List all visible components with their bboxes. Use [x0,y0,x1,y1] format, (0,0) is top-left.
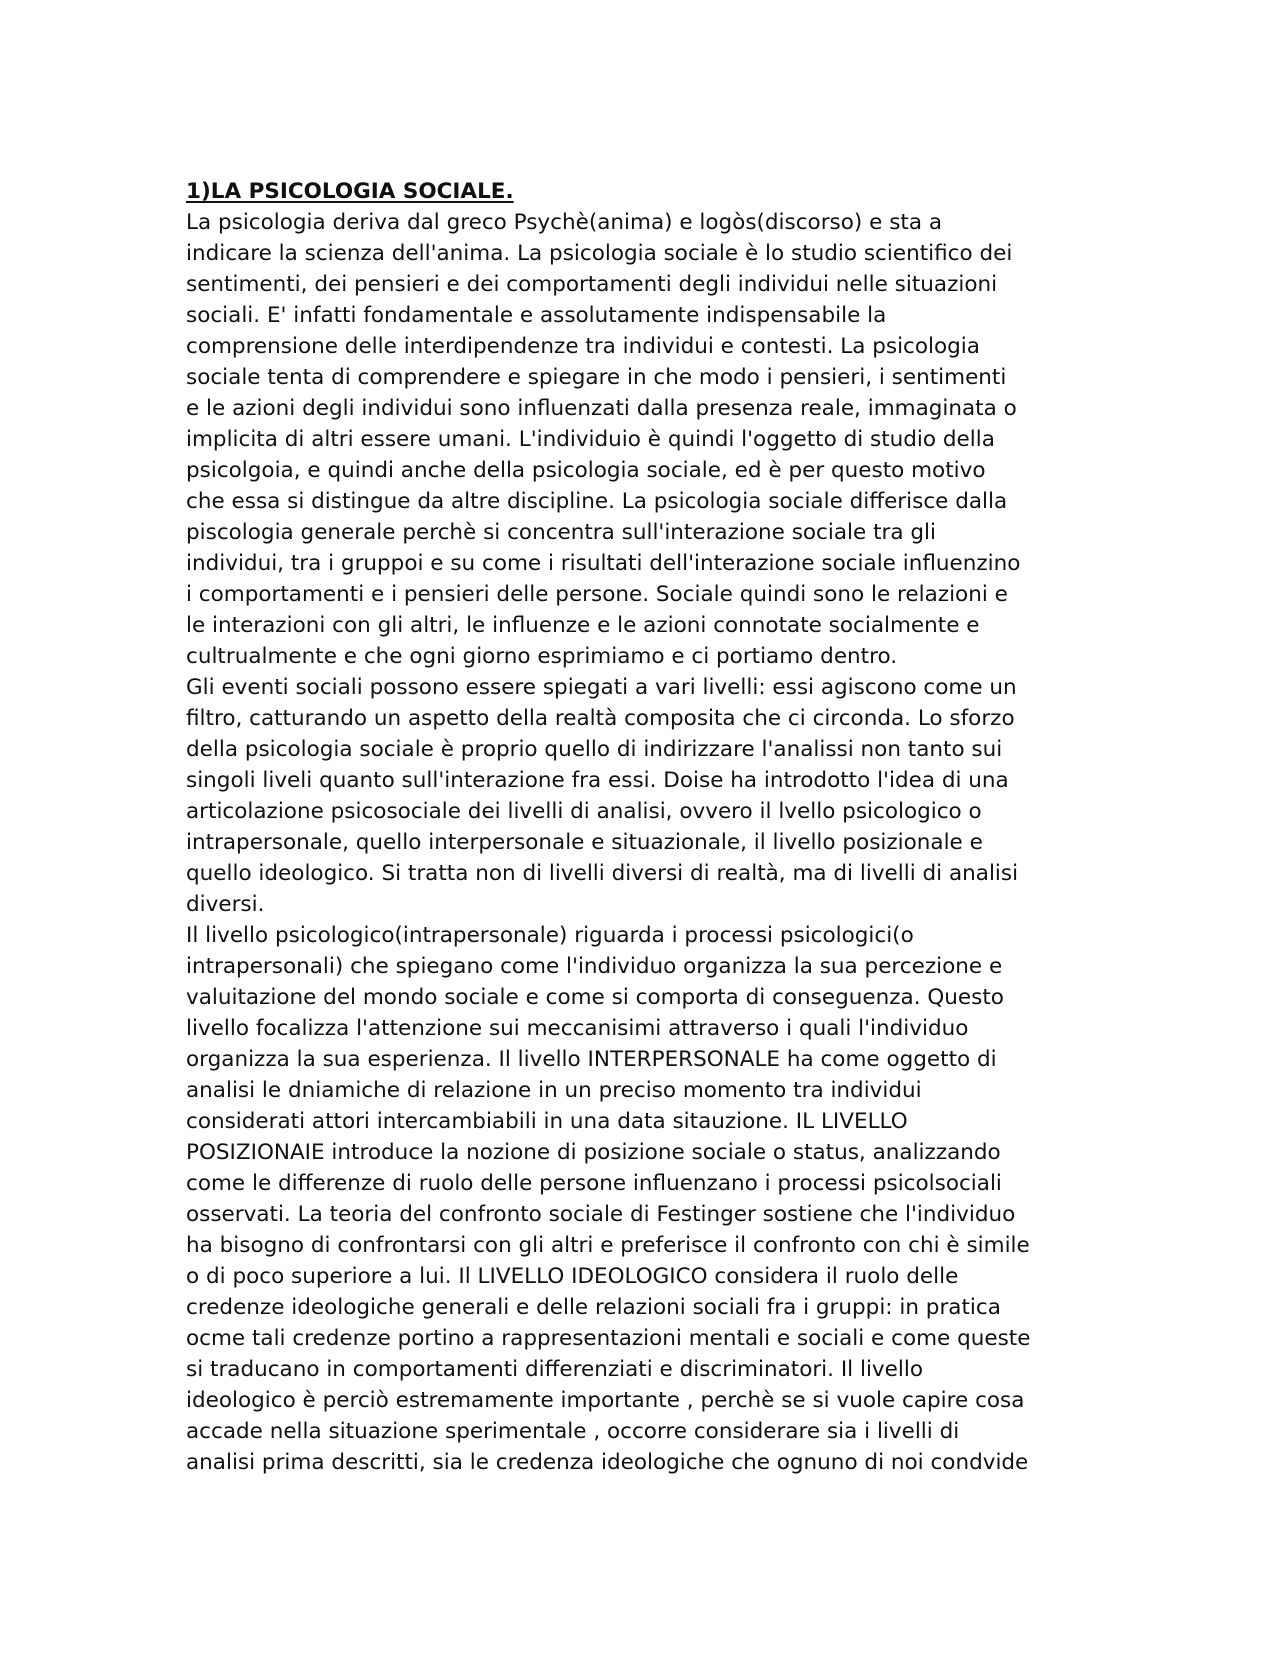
text-line: le interazioni con gli altri, le influenze e le azioni connotate socialmente e [186,613,980,638]
text-line: individui, tra i gruppoi e su come i risultati dell'interazione sociale influenzino [186,551,1021,576]
text-line: implicita di altri essere umani. L'individuio è quindi l'oggetto di studio della [186,427,995,452]
document-text [186,207,1086,1478]
text-line: piscologia generale perchè si concentra sull'interazione sociale tra gli [186,520,936,545]
text-line: diversi. [186,892,265,917]
text-line: che essa si distingue da altre discipline. La psicologia sociale differisce dalla [186,489,1008,514]
text-line: indicare la scienza dell'anima. La psicologia sociale è lo studio scientifico dei [186,241,1013,266]
text-line: credenze ideologiche generali e delle relazioni sociali fra i gruppi: in pratica [186,1295,1001,1320]
text-line: i comportamenti e i pensieri delle persone. Sociale quindi sono le relazioni e [186,582,1008,607]
text-line: filtro, catturando un aspetto della realtà composita che ci circonda. Lo sforzo [186,706,1015,731]
text-line: sociale tenta di comprendere e spiegare in che modo i pensieri, i sentimenti [186,365,1007,390]
document-body [186,176,1086,1478]
text-line: intrapersonale, quello interpersonale e situazionale, il livello posizionale e [186,830,983,855]
text-line: ocme tali credenze portino a rappresentazioni mentali e sociali e come queste [186,1326,1031,1351]
text-line: osservati. La teoria del confronto sociale di Festinger sostiene che l'individuo [186,1202,1016,1227]
text-line: analisi prima descritti, sia le credenza ideologiche che ognuno di noi condvide [186,1450,1029,1475]
text-line: organizza la sua esperienza. Il livello INTERPERSONALE ha come oggetto di [186,1047,997,1072]
text-line: comprensione delle interdipendenze tra individui e contesti. La psicologia [186,334,980,359]
text-line: accade nella situazione sperimentale , occorre considerare sia i livelli di [186,1419,960,1444]
text-line: analisi le dniamiche di relazione in un preciso momento tra individui [186,1078,922,1103]
text-line: quello ideologico. Si tratta non di livelli diversi di realtà, ma di livelli di analisi [186,861,1019,886]
text-line: o di poco superiore a lui. Il LIVELLO IDEOLOGICO considera il ruolo delle [186,1264,959,1289]
text-line: ideologico è perciò estremamente importante , perchè se si vuole capire cosa [186,1388,1025,1413]
text-line: considerati attori intercambiabili in una data sitauzione. IL LIVELLO [186,1109,908,1134]
document-title: 1)LA PSICOLOGIA SOCIALE. [186,179,514,204]
text-line: come le differenze di ruolo delle persone influenzano i processi psicolsociali [186,1171,1002,1196]
text-line: singoli liveli quanto sull'interazione fra essi. Doise ha introdotto l'idea di una [186,768,1009,793]
text-line: POSIZIONAIE introduce la nozione di posizione sociale o status, analizzando [186,1140,1001,1165]
text-line: sentimenti, dei pensieri e dei comportamenti degli individui nelle situazioni [186,272,998,297]
text-line: ha bisogno di confrontarsi con gli altri e preferisce il confronto con chi è simile [186,1233,1030,1258]
text-line: Il livello psicologico(intrapersonale) riguarda i processi psicologici(o [186,923,914,948]
text-line: articolazione psicosociale dei livelli di analisi, ovvero il lvello psicologico o [186,799,982,824]
text-line: sociali. E' infatti fondamentale e assolutamente indispensabile la [186,303,887,328]
text-line: valuitazione del mondo sociale e come si comporta di conseguenza. Questo [186,985,1004,1010]
text-line: psicolgoia, e quindi anche della psicologia sociale, ed è per questo motivo [186,458,986,483]
text-line: La psicologia deriva dal greco Psychè(anima) e logòs(discorso) e sta a [186,210,943,235]
text-line: intrapersonali) che spiegano come l'individuo organizza la sua percezione e [186,954,1003,979]
text-line: Gli eventi sociali possono essere spiegati a vari livelli: essi agiscono come un [186,675,1017,700]
text-line: livello focalizza l'attenzione sui meccanisimi attraverso i quali l'individuo [186,1016,969,1041]
text-line: si traducano in comportamenti differenziati e discriminatori. Il livello [186,1357,923,1382]
text-line: della psicologia sociale è proprio quello di indirizzare l'analissi non tanto sui [186,737,1003,762]
text-line: cultrualmente e che ogni giorno esprimiamo e ci portiamo dentro. [186,644,898,669]
text-line: e le azioni degli individui sono influenzati dalla presenza reale, immaginata o [186,396,1017,421]
